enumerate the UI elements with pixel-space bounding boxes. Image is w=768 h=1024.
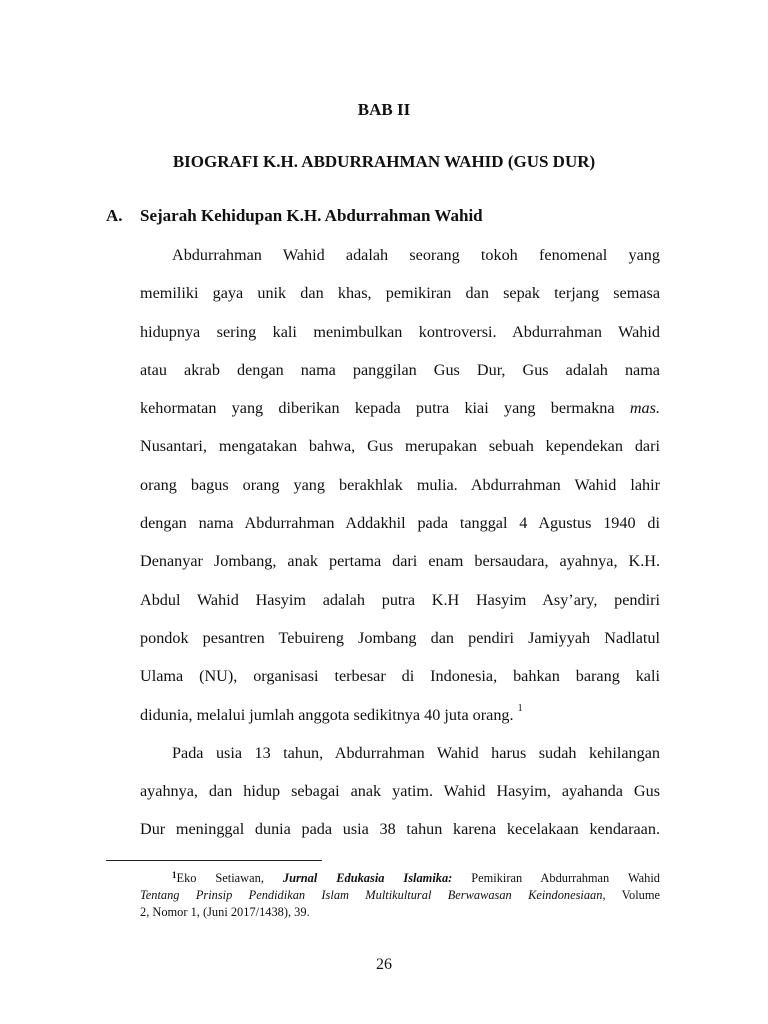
text-line: pondok pesantren Tebuireng Jombang dan pendiri Jamiyyah Nadlatul <box>140 628 660 647</box>
page-number: 26 <box>376 956 392 973</box>
footnote-divider <box>106 860 322 861</box>
text-segment: kehormatan yang diberikan kepada putra kiai yang bermakna <box>140 399 615 418</box>
text-line: ayahnya, dan hidup sebagai anak yatim. Wahid Hasyim, ayahanda Gus <box>140 782 660 801</box>
text-line: hidupnya sering kali menimbulkan kontroversi. Abdurrahman Wahid <box>140 322 660 341</box>
section-number: A. <box>106 206 123 225</box>
text-line: Abdurrahman Wahid adalah seorang tokoh fenomenal yang <box>172 246 660 264</box>
body-text <box>140 236 660 849</box>
text-line <box>140 696 660 734</box>
text-line: Denanyar Jombang, anak pertama dari enam bersaudara, ayahnya, K.H. <box>140 552 660 571</box>
italic-term: mas. <box>629 399 660 418</box>
footnote-line <box>140 887 660 904</box>
text-line: orang bagus orang yang berakhlak mulia. Abdurrahman Wahid lahir <box>140 475 660 494</box>
footnote-title-italic: Tentang Prinsip Pendidikan Islam Multikultural Berwawasan Keindonesiaan, <box>140 888 606 902</box>
text-line: atau akrab dengan nama panggilan Gus Dur, Gus adalah nama <box>140 360 660 379</box>
text-line: memiliki gaya unik dan khas, pemikiran dan sepak terjang semasa <box>140 284 660 303</box>
footnote-journal: Jurnal Edukasia Islamika: <box>282 871 453 885</box>
footnote <box>140 870 660 921</box>
footnote-title: Pemikiran Abdurrahman Wahid <box>471 871 660 885</box>
text-line: dengan nama Abdurrahman Addakhil pada tanggal 4 Agustus 1940 di <box>140 514 660 533</box>
text-line: Dur meninggal dunia pada usia 38 tahun karena kecelakaan kendaraan. <box>140 820 660 839</box>
footnote-number: 1 <box>172 870 177 880</box>
text-line: Abdul Wahid Hasyim adalah putra K.H Hasyim Asy’ary, pendiri <box>140 590 660 609</box>
footnote-volume: Volume <box>621 888 660 902</box>
chapter-heading: BAB II <box>357 100 411 119</box>
section-heading <box>106 206 483 226</box>
text-line: Ulama (NU), organisasi terbesar di Indonesia, bahkan barang kali <box>140 667 660 686</box>
footnote-line <box>140 870 660 887</box>
section-title: Sejarah Kehidupan K.H. Abdurrahman Wahid <box>140 206 483 225</box>
chapter-title: BIOGRAFI K.H. ABDURRAHMAN WAHID (GUS DUR) <box>172 152 596 171</box>
footnote-author: Eko Setiawan, <box>176 871 264 885</box>
footnote-reference[interactable]: 1 <box>517 702 523 714</box>
text-line: Pada usia 13 tahun, Abdurrahman Wahid harus sudah kehilangan <box>172 743 660 762</box>
text-line <box>140 389 660 427</box>
footnote-details: 2, Nomor 1, (Juni 2017/1438), 39. <box>140 905 310 919</box>
text-segment: didunia, melalui jumlah anggota sedikitnya 40 juta orang. <box>140 705 514 724</box>
text-line: Nusantari, mengatakan bahwa, Gus merupakan sebuah kependekan dari <box>140 437 660 456</box>
